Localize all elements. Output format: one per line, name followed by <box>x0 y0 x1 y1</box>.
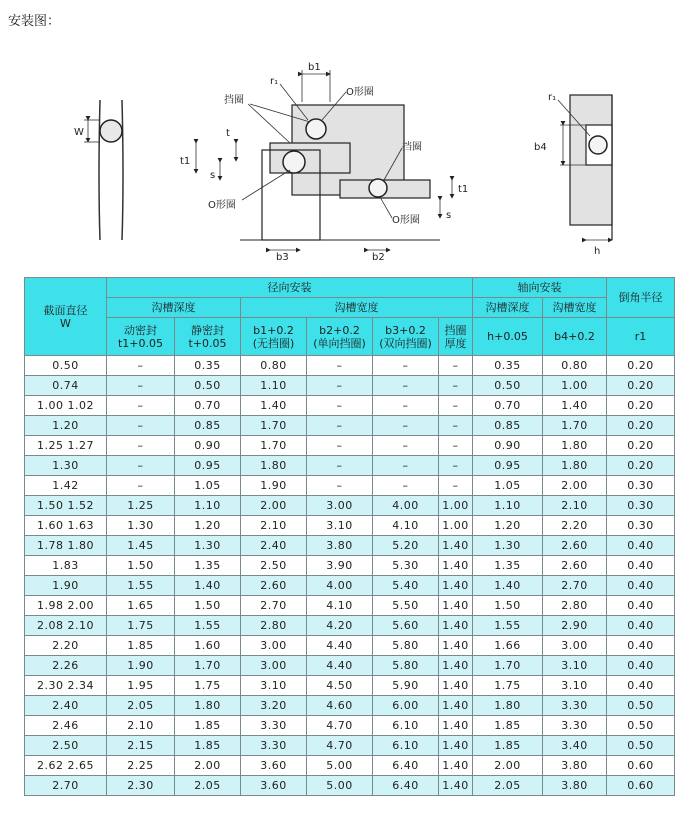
table-row <box>25 776 675 796</box>
cell-b2: 4.50 <box>307 676 373 696</box>
cell-diameter: 2.20 <box>25 636 107 656</box>
cell-b4: 3.00 <box>543 636 607 656</box>
cell-diameter: 1.60 1.63 <box>25 516 107 536</box>
cell-r1: 0.40 <box>607 676 675 696</box>
cell-r1: 0.60 <box>607 776 675 796</box>
cell-dynamic-t1: 2.10 <box>107 716 175 736</box>
cell-ring-thickness: 1.40 <box>439 536 473 556</box>
cell-b3: 6.00 <box>373 696 439 716</box>
header-b1-note: (无挡圈) <box>252 336 295 350</box>
header-radial-install: 径向安装 <box>107 278 473 298</box>
cell-b4: 2.90 <box>543 616 607 636</box>
cell-b2: 5.00 <box>307 776 373 796</box>
label-r1-right: r₁ <box>548 92 557 103</box>
cell-r1: 0.30 <box>607 496 675 516</box>
cell-h: 1.70 <box>473 656 543 676</box>
header-dynamic-seal <box>107 318 175 356</box>
cell-b1: 2.70 <box>241 596 307 616</box>
cell-b2: – <box>307 356 373 376</box>
cell-b1: 2.50 <box>241 556 307 576</box>
header-axial-groove-depth: 沟槽深度 <box>473 298 543 318</box>
cell-b3: – <box>373 376 439 396</box>
cell-static-t: 0.35 <box>175 356 241 376</box>
cell-h: 0.85 <box>473 416 543 436</box>
cell-b1: 1.10 <box>241 376 307 396</box>
cell-b3: 5.40 <box>373 576 439 596</box>
header-b2-tol: b2+0.2 <box>319 323 360 337</box>
cell-dynamic-t1: 1.45 <box>107 536 175 556</box>
header-dynamic-seal-tol: t1+0.05 <box>117 336 164 350</box>
cell-b2: – <box>307 376 373 396</box>
cell-h: 2.05 <box>473 776 543 796</box>
table-row <box>25 396 675 416</box>
cell-static-t: 1.60 <box>175 636 241 656</box>
cell-ring-thickness: 1.40 <box>439 556 473 576</box>
cell-static-t: 1.20 <box>175 516 241 536</box>
cell-b3: 5.80 <box>373 656 439 676</box>
cell-b1: 1.70 <box>241 436 307 456</box>
label-b1: b1 <box>308 62 321 73</box>
cell-h: 1.20 <box>473 516 543 536</box>
cell-b4: 2.70 <box>543 576 607 596</box>
cell-h: 1.75 <box>473 676 543 696</box>
header-b1 <box>241 318 307 356</box>
cell-ring-thickness: – <box>439 356 473 376</box>
cell-b4: 2.60 <box>543 556 607 576</box>
cell-r1: 0.40 <box>607 596 675 616</box>
cell-b2: 3.90 <box>307 556 373 576</box>
cell-static-t: 0.50 <box>175 376 241 396</box>
cell-b2: – <box>307 436 373 456</box>
cell-dynamic-t1: – <box>107 456 175 476</box>
cell-b3: – <box>373 396 439 416</box>
cell-ring-thickness: 1.40 <box>439 696 473 716</box>
cell-b1: 1.70 <box>241 416 307 436</box>
cell-b1: 3.00 <box>241 656 307 676</box>
cell-r1: 0.40 <box>607 636 675 656</box>
cell-h: 1.85 <box>473 736 543 756</box>
cell-b1: 3.60 <box>241 756 307 776</box>
cell-b3: 4.10 <box>373 516 439 536</box>
cell-r1: 0.40 <box>607 656 675 676</box>
cell-b2: 5.00 <box>307 756 373 776</box>
cell-b1: 3.10 <box>241 676 307 696</box>
cell-b4: 2.00 <box>543 476 607 496</box>
cell-static-t: 1.40 <box>175 576 241 596</box>
header-ring-thickness <box>439 318 473 356</box>
cell-dynamic-t1: 1.90 <box>107 656 175 676</box>
cell-dynamic-t1: – <box>107 396 175 416</box>
cell-b1: 3.20 <box>241 696 307 716</box>
cell-static-t: 1.30 <box>175 536 241 556</box>
header-axial-install: 轴向安装 <box>473 278 607 298</box>
header-ring-thickness-2: 厚度 <box>444 336 467 350</box>
label-s-right: s <box>446 210 452 221</box>
table-row <box>25 596 675 616</box>
cell-h: 0.35 <box>473 356 543 376</box>
cell-r1: 0.20 <box>607 356 675 376</box>
cell-h: 0.90 <box>473 436 543 456</box>
label-w: W <box>74 127 84 138</box>
cell-b4: 2.20 <box>543 516 607 536</box>
cell-static-t: 1.10 <box>175 496 241 516</box>
cell-b3: 5.80 <box>373 636 439 656</box>
table-row <box>25 376 675 396</box>
header-groove-width: 沟槽宽度 <box>241 298 473 318</box>
cell-ring-thickness: 1.40 <box>439 596 473 616</box>
table-row <box>25 356 675 376</box>
label-b2: b2 <box>372 252 385 263</box>
header-b4: b4+0.2 <box>543 318 607 356</box>
cell-r1: 0.60 <box>607 756 675 776</box>
cell-b1: 1.90 <box>241 476 307 496</box>
cell-b4: 3.10 <box>543 656 607 676</box>
oring-section-drawing <box>74 100 123 240</box>
cell-r1: 0.30 <box>607 476 675 496</box>
header-b2 <box>307 318 373 356</box>
cell-b1: 3.00 <box>241 636 307 656</box>
cell-ring-thickness: – <box>439 476 473 496</box>
cell-b1: 2.40 <box>241 536 307 556</box>
cell-dynamic-t1: – <box>107 376 175 396</box>
table-row <box>25 456 675 476</box>
cell-b3: 5.20 <box>373 536 439 556</box>
table-row <box>25 556 675 576</box>
cell-b4: 2.10 <box>543 496 607 516</box>
cell-ring-thickness: – <box>439 376 473 396</box>
cell-b2: 4.20 <box>307 616 373 636</box>
cell-b4: 3.40 <box>543 736 607 756</box>
cell-h: 1.50 <box>473 596 543 616</box>
cell-b3: – <box>373 416 439 436</box>
cell-b2: 4.00 <box>307 576 373 596</box>
label-t1: t1 <box>180 156 191 167</box>
cell-b3: 6.40 <box>373 756 439 776</box>
cell-b4: 3.10 <box>543 676 607 696</box>
cell-b3: 6.10 <box>373 716 439 736</box>
spec-table-body <box>25 356 675 796</box>
cell-diameter: 2.46 <box>25 716 107 736</box>
label-oring-top: O形圈 <box>346 87 374 98</box>
label-oring-left: O形圈 <box>208 200 236 211</box>
cell-h: 0.70 <box>473 396 543 416</box>
cell-static-t: 0.95 <box>175 456 241 476</box>
cell-diameter: 2.50 <box>25 736 107 756</box>
cell-r1: 0.20 <box>607 436 675 456</box>
cell-ring-thickness: 1.40 <box>439 616 473 636</box>
label-t: t <box>226 128 230 139</box>
table-row <box>25 676 675 696</box>
cell-ring-thickness: 1.40 <box>439 636 473 656</box>
cell-r1: 0.20 <box>607 396 675 416</box>
cell-h: 2.00 <box>473 756 543 776</box>
cell-r1: 0.20 <box>607 376 675 396</box>
cell-ring-thickness: – <box>439 436 473 456</box>
cell-h: 1.35 <box>473 556 543 576</box>
cell-b2: 3.00 <box>307 496 373 516</box>
cell-diameter: 1.83 <box>25 556 107 576</box>
cell-b2: 3.10 <box>307 516 373 536</box>
cell-b1: 2.00 <box>241 496 307 516</box>
label-t1-right: t1 <box>458 184 469 195</box>
cell-b1: 0.80 <box>241 356 307 376</box>
table-row <box>25 736 675 756</box>
cell-b4: 3.80 <box>543 776 607 796</box>
cell-b1: 3.30 <box>241 736 307 756</box>
table-row <box>25 656 675 676</box>
cell-static-t: 0.70 <box>175 396 241 416</box>
cell-dynamic-t1: 2.15 <box>107 736 175 756</box>
cell-diameter: 1.42 <box>25 476 107 496</box>
header-b2-note: (单向挡圈) <box>313 336 366 350</box>
cell-h: 1.55 <box>473 616 543 636</box>
cell-b1: 2.80 <box>241 616 307 636</box>
cell-static-t: 1.85 <box>175 716 241 736</box>
table-row <box>25 636 675 656</box>
cell-diameter: 1.90 <box>25 576 107 596</box>
cell-static-t: 0.90 <box>175 436 241 456</box>
header-h: h+0.05 <box>473 318 543 356</box>
cell-h: 0.50 <box>473 376 543 396</box>
cell-b3: 5.60 <box>373 616 439 636</box>
cell-ring-thickness: – <box>439 456 473 476</box>
cell-ring-thickness: 1.40 <box>439 676 473 696</box>
cell-diameter: 1.25 1.27 <box>25 436 107 456</box>
header-diameter-symbol: W <box>60 316 71 330</box>
cell-h: 1.30 <box>473 536 543 556</box>
cell-b2: 4.70 <box>307 736 373 756</box>
cell-h: 1.85 <box>473 716 543 736</box>
cell-b4: 3.80 <box>543 756 607 776</box>
radial-installation-drawing <box>180 62 468 263</box>
cell-dynamic-t1: 2.25 <box>107 756 175 776</box>
label-backup-ring-right: 挡圈 <box>402 142 422 153</box>
cell-ring-thickness: 1.40 <box>439 576 473 596</box>
header-r1: r1 <box>607 318 675 356</box>
header-diameter <box>25 278 107 356</box>
installation-diagrams <box>0 40 700 270</box>
label-r1-center: r₁ <box>270 76 279 87</box>
table-row <box>25 496 675 516</box>
cell-b1: 2.10 <box>241 516 307 536</box>
cell-b2: – <box>307 416 373 436</box>
cell-static-t: 2.05 <box>175 776 241 796</box>
cell-b2: 4.40 <box>307 656 373 676</box>
header-ring-thickness-1: 挡圈 <box>444 323 467 337</box>
cell-h: 1.10 <box>473 496 543 516</box>
cell-static-t: 1.75 <box>175 676 241 696</box>
cell-diameter: 1.00 1.02 <box>25 396 107 416</box>
cell-diameter: 2.30 2.34 <box>25 676 107 696</box>
cell-r1: 0.20 <box>607 416 675 436</box>
cell-b1: 2.60 <box>241 576 307 596</box>
cell-diameter: 2.40 <box>25 696 107 716</box>
label-h: h <box>594 246 601 257</box>
cell-b4: 2.80 <box>543 596 607 616</box>
cell-b2: – <box>307 476 373 496</box>
page-heading: 安装图： <box>8 14 61 29</box>
cell-h: 1.80 <box>473 696 543 716</box>
table-row <box>25 436 675 456</box>
cell-static-t: 2.00 <box>175 756 241 776</box>
cell-dynamic-t1: 2.05 <box>107 696 175 716</box>
cell-r1: 0.40 <box>607 556 675 576</box>
cell-dynamic-t1: 1.30 <box>107 516 175 536</box>
cell-b2: – <box>307 396 373 416</box>
cell-r1: 0.20 <box>607 456 675 476</box>
header-groove-depth: 沟槽深度 <box>107 298 241 318</box>
cell-b2: 4.60 <box>307 696 373 716</box>
cell-dynamic-t1: 1.75 <box>107 616 175 636</box>
cell-static-t: 1.55 <box>175 616 241 636</box>
cell-b3: – <box>373 356 439 376</box>
cell-diameter: 0.50 <box>25 356 107 376</box>
label-b3: b3 <box>276 252 289 263</box>
cell-b3: 5.90 <box>373 676 439 696</box>
header-static-seal-tol: t+0.05 <box>188 336 227 350</box>
cell-dynamic-t1: – <box>107 416 175 436</box>
cell-dynamic-t1: 1.25 <box>107 496 175 516</box>
cell-b3: 4.00 <box>373 496 439 516</box>
cell-b2: 4.40 <box>307 636 373 656</box>
cell-b3: 6.40 <box>373 776 439 796</box>
header-static-seal-label: 静密封 <box>191 323 224 337</box>
cell-b3: 5.30 <box>373 556 439 576</box>
header-static-seal <box>175 318 241 356</box>
table-row <box>25 756 675 776</box>
cell-ring-thickness: 1.40 <box>439 776 473 796</box>
table-row <box>25 416 675 436</box>
oring-groove-spec-table <box>24 277 675 796</box>
label-oring-right: O形圈 <box>392 215 420 226</box>
cell-r1: 0.40 <box>607 576 675 596</box>
cell-b4: 2.60 <box>543 536 607 556</box>
cell-static-t: 1.50 <box>175 596 241 616</box>
cell-diameter: 1.30 <box>25 456 107 476</box>
cell-ring-thickness: 1.40 <box>439 736 473 756</box>
cell-b4: 1.70 <box>543 416 607 436</box>
cell-dynamic-t1: – <box>107 436 175 456</box>
label-backup-ring-left: 挡圈 <box>224 95 244 106</box>
cell-static-t: 1.05 <box>175 476 241 496</box>
cell-dynamic-t1: 2.30 <box>107 776 175 796</box>
cell-r1: 0.50 <box>607 716 675 736</box>
cell-diameter: 1.78 1.80 <box>25 536 107 556</box>
label-s: s <box>210 170 216 181</box>
cell-ring-thickness: 1.40 <box>439 656 473 676</box>
cell-static-t: 1.70 <box>175 656 241 676</box>
cell-diameter: 2.26 <box>25 656 107 676</box>
table-row <box>25 616 675 636</box>
table-row <box>25 536 675 556</box>
table-row <box>25 716 675 736</box>
axial-installation-drawing <box>534 92 612 257</box>
cell-b3: – <box>373 456 439 476</box>
cell-b3: 5.50 <box>373 596 439 616</box>
table-row <box>25 696 675 716</box>
table-row <box>25 516 675 536</box>
cell-diameter: 1.98 2.00 <box>25 596 107 616</box>
cell-b4: 1.40 <box>543 396 607 416</box>
cell-dynamic-t1: – <box>107 356 175 376</box>
cell-b3: – <box>373 436 439 456</box>
cell-static-t: 0.85 <box>175 416 241 436</box>
header-chamfer-radius: 倒角半径 <box>607 278 675 318</box>
cell-dynamic-t1: – <box>107 476 175 496</box>
cell-b4: 0.80 <box>543 356 607 376</box>
header-dynamic-seal-label: 动密封 <box>124 323 157 337</box>
cell-b2: 3.80 <box>307 536 373 556</box>
cell-ring-thickness: 1.40 <box>439 716 473 736</box>
cell-h: 1.05 <box>473 476 543 496</box>
cell-static-t: 1.80 <box>175 696 241 716</box>
cell-b1: 1.80 <box>241 456 307 476</box>
cell-b3: – <box>373 476 439 496</box>
header-diameter-label: 截面直径 <box>43 303 88 317</box>
cell-b1: 3.60 <box>241 776 307 796</box>
header-axial-groove-width: 沟槽宽度 <box>543 298 607 318</box>
cell-r1: 0.30 <box>607 516 675 536</box>
cell-b4: 1.00 <box>543 376 607 396</box>
cell-diameter: 1.20 <box>25 416 107 436</box>
cell-ring-thickness: – <box>439 416 473 436</box>
cell-b2: 4.10 <box>307 596 373 616</box>
cell-b4: 1.80 <box>543 436 607 456</box>
cell-static-t: 1.85 <box>175 736 241 756</box>
cell-b3: 6.10 <box>373 736 439 756</box>
cell-b2: – <box>307 456 373 476</box>
cell-static-t: 1.35 <box>175 556 241 576</box>
cell-b2: 4.70 <box>307 716 373 736</box>
cell-diameter: 2.08 2.10 <box>25 616 107 636</box>
cell-b1: 3.30 <box>241 716 307 736</box>
table-row <box>25 576 675 596</box>
cell-b4: 1.80 <box>543 456 607 476</box>
cell-diameter: 2.70 <box>25 776 107 796</box>
cell-ring-thickness: 1.00 <box>439 496 473 516</box>
label-b4: b4 <box>534 142 547 153</box>
cell-b4: 3.30 <box>543 716 607 736</box>
cell-diameter: 2.62 2.65 <box>25 756 107 776</box>
cell-ring-thickness: – <box>439 396 473 416</box>
cell-r1: 0.50 <box>607 736 675 756</box>
cell-dynamic-t1: 1.95 <box>107 676 175 696</box>
cell-b4: 3.30 <box>543 696 607 716</box>
cell-diameter: 1.50 1.52 <box>25 496 107 516</box>
cell-h: 1.40 <box>473 576 543 596</box>
cell-r1: 0.40 <box>607 616 675 636</box>
cell-dynamic-t1: 1.65 <box>107 596 175 616</box>
header-b1-tol: b1+0.2 <box>253 323 294 337</box>
cell-dynamic-t1: 1.85 <box>107 636 175 656</box>
cell-r1: 0.50 <box>607 696 675 716</box>
cell-diameter: 0.74 <box>25 376 107 396</box>
cell-r1: 0.40 <box>607 536 675 556</box>
cell-h: 1.66 <box>473 636 543 656</box>
cell-ring-thickness: 1.00 <box>439 516 473 536</box>
cell-h: 0.95 <box>473 456 543 476</box>
cell-dynamic-t1: 1.50 <box>107 556 175 576</box>
cell-b1: 1.40 <box>241 396 307 416</box>
header-b3-note: (双向挡圈) <box>379 336 432 350</box>
header-b3 <box>373 318 439 356</box>
table-row <box>25 476 675 496</box>
cell-ring-thickness: 1.40 <box>439 756 473 776</box>
cell-dynamic-t1: 1.55 <box>107 576 175 596</box>
header-b3-tol: b3+0.2 <box>385 323 426 337</box>
